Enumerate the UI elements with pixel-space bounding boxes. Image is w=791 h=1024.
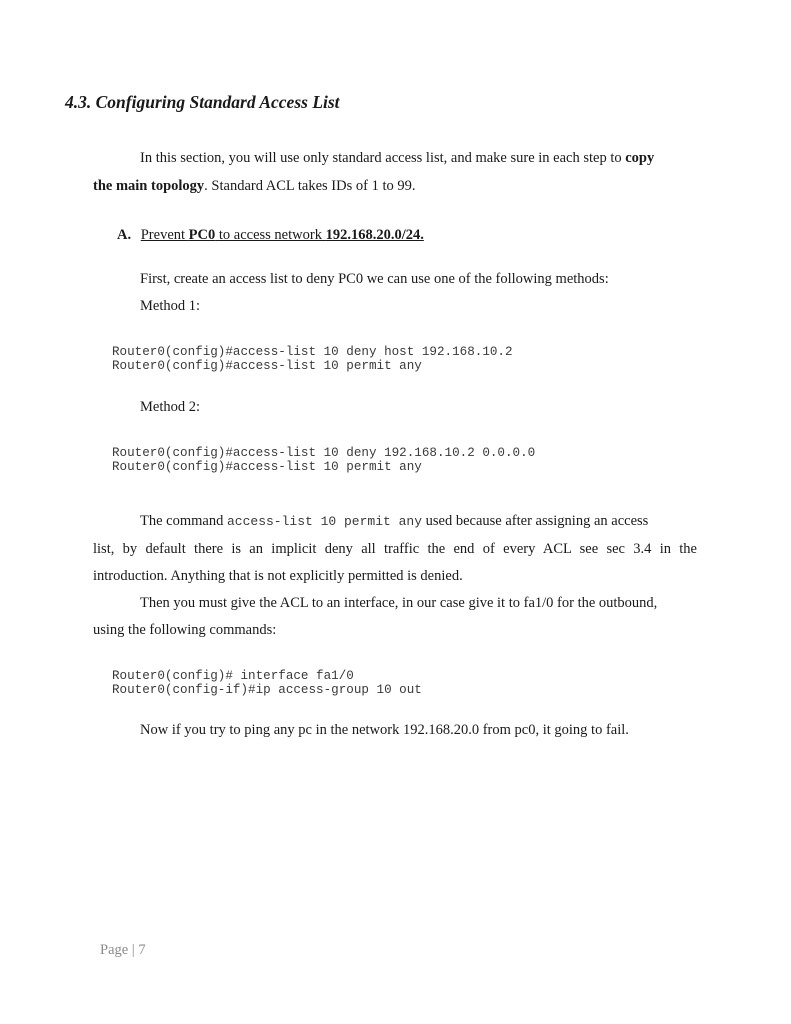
method-1-code-line-2: Router0(config)#access-list 10 permit any [112,359,422,373]
intro-line-2-text: . Standard ACL takes IDs of 1 to 99. [204,178,416,194]
explanation-line-1 [140,512,648,531]
intro-line-2 [93,177,415,195]
explanation-line-3: introduction. Anything that is not explicitly permitted is denied. [93,568,463,584]
task-a-pre: Prevent [140,227,186,243]
interface-code-line-1: Router0(config)# interface fa1/0 [112,669,354,683]
task-a-title [141,227,424,243]
task-a-network: 192.168.20.0/24. [325,227,424,243]
task-a [117,226,424,244]
section-heading: 4.3. Configuring Standard Access List [65,92,340,112]
method-2-code-line-1: Router0(config)#access-list 10 deny 192.168.10.2 0.0.0.0 [112,446,536,460]
method-1-label: Method 1: [140,298,201,314]
explanation-line-4: Then you must give the ACL to an interface, in our case give it to fa1/0 for the outbound, [140,595,658,611]
method-2-label: Method 2: [140,399,201,415]
explanation-line-2: list, by default there is an implicit deny all traffic the end of every ACL see sec 3.4 in the [93,541,697,557]
task-a-mid: to access network [218,227,322,243]
inline-code: access-list 10 permit any [226,514,423,529]
interface-code-line-2: Router0(config-if)#ip access-group 10 out [112,683,422,697]
explanation-line-5: using the following commands: [93,622,277,638]
method-1-code-line-1: Router0(config)#access-list 10 deny host 192.168.10.2 [112,345,513,359]
task-a-pc: PC0 [188,227,216,243]
explanation-line-1-post: used because after assigning an access [425,513,649,529]
methods-intro: First, create an access list to deny PC0 we can use one of the following methods: [140,271,609,287]
method-2-code-line-2: Router0(config)#access-list 10 permit any [112,460,422,474]
conclusion: Now if you try to ping any pc in the network 192.168.20.0 from pc0, it going to fail. [140,722,629,738]
intro-line-1-bold: copy [625,150,655,166]
explanation-line-1-pre: The command [140,513,224,529]
page-number: Page | 7 [100,942,146,958]
intro-line-1 [140,149,654,167]
task-a-marker: A. [117,227,132,243]
intro-line-2-bold: the main topology [93,178,205,194]
intro-line-1-text: In this section, you will use only standard access list, and make sure in each step to [140,150,622,166]
